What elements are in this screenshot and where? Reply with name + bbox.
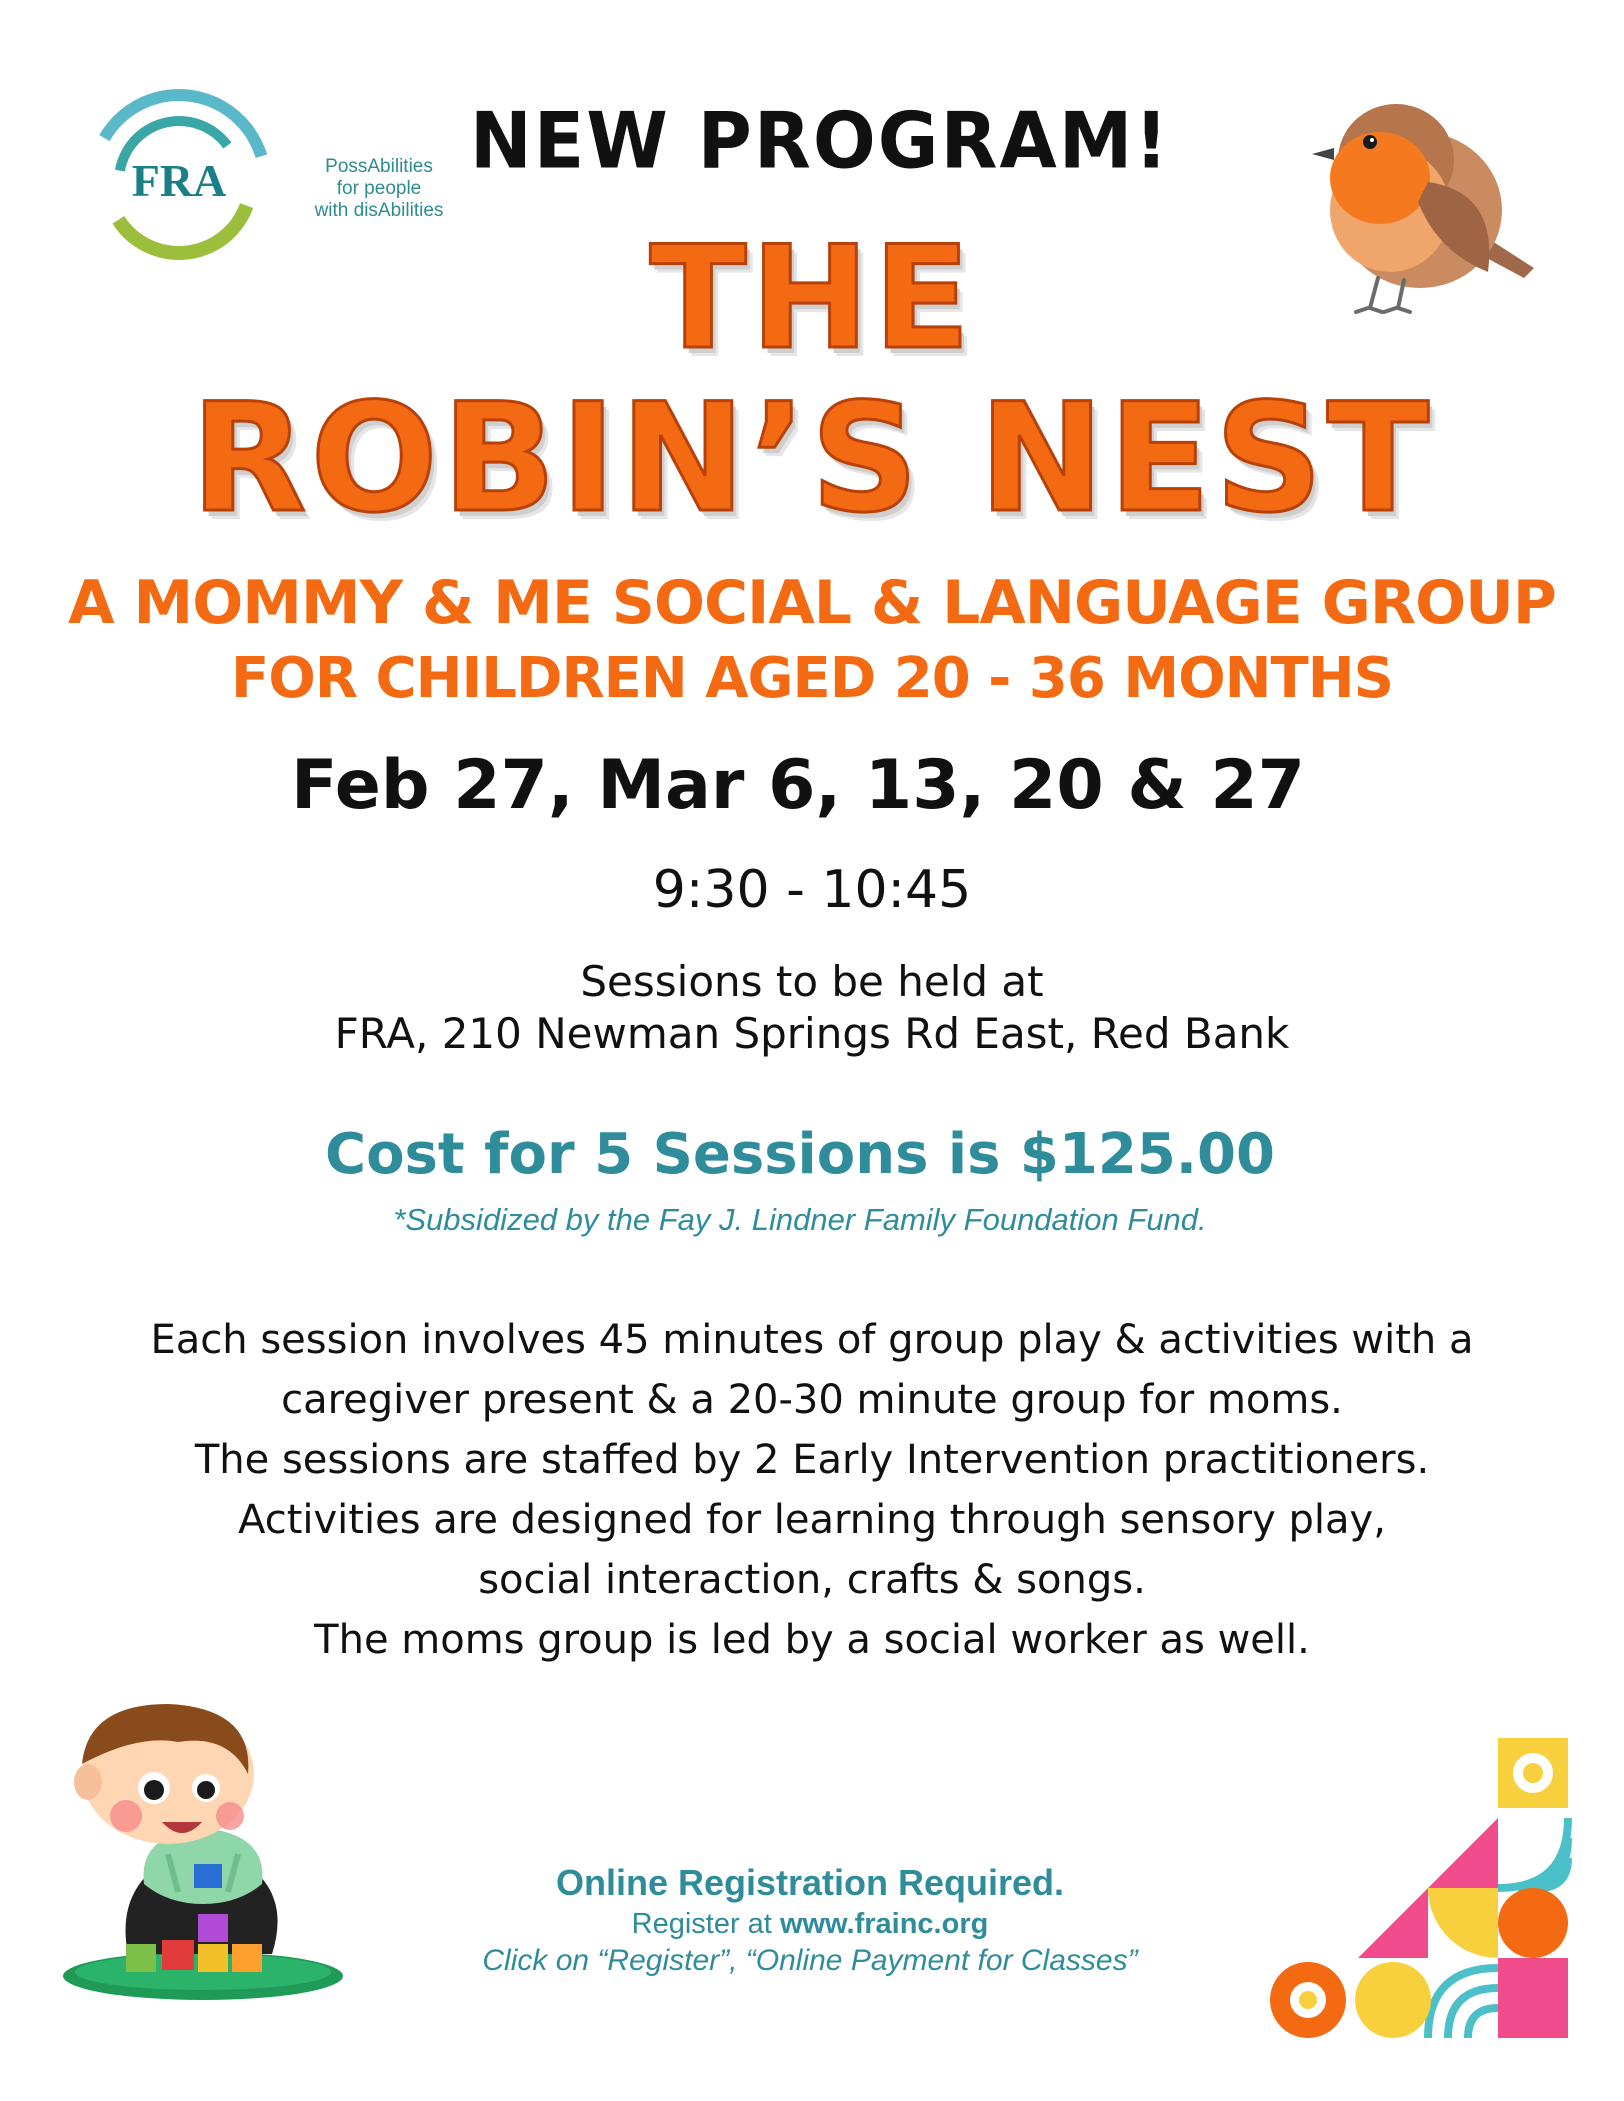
boy-with-blocks-icon bbox=[58, 1704, 348, 2004]
description-line: social interaction, crafts & songs. bbox=[478, 1557, 1146, 1603]
description-line: Each session involves 45 minutes of group play & activities with a bbox=[150, 1317, 1474, 1363]
logo-tagline bbox=[274, 156, 484, 222]
geometric-shapes-icon bbox=[1268, 1738, 1578, 2038]
subtitle-line-1: A MOMMY & ME SOCIAL & LANGUAGE GROUP bbox=[68, 568, 1556, 638]
title-line-2: ROBIN’S NEST bbox=[190, 372, 1434, 546]
subsidy-note: *Subsidized by the Fay J. Lindner Family Foundation Fund. bbox=[393, 1202, 1207, 1237]
venue bbox=[0, 956, 1624, 1060]
logo-tagline-1: PossAbilities bbox=[325, 156, 433, 177]
session-time: 9:30 - 10:45 bbox=[652, 860, 972, 920]
registration-url[interactable]: www.frainc.org bbox=[779, 1908, 989, 1940]
title-line-1: THE bbox=[649, 216, 975, 381]
registration-required: Online Registration Required. bbox=[555, 1862, 1065, 1903]
new-program-heading: NEW PROGRAM! bbox=[469, 95, 1171, 187]
register-at-label: Register at bbox=[631, 1908, 772, 1940]
subtitle-line-2: FOR CHILDREN AGED 20 - 36 MONTHS bbox=[231, 646, 1393, 711]
logo-tagline-3: with disAbilities bbox=[314, 200, 444, 221]
description-line: The moms group is led by a social worker as well. bbox=[314, 1617, 1310, 1663]
logo-initials: FRA bbox=[131, 155, 227, 206]
logo-tagline-2: for people bbox=[336, 178, 422, 199]
program-description bbox=[60, 1310, 1564, 1670]
description-line: caregiver present & a 20-30 minute group for moms. bbox=[281, 1377, 1343, 1423]
venue-line-2: FRA, 210 Newman Springs Rd East, Red Bank bbox=[334, 1009, 1290, 1058]
cost-text: Cost for 5 Sessions is $125.00 bbox=[324, 1122, 1275, 1187]
registration-instructions: Click on “Register”, “Online Payment for Classes” bbox=[482, 1944, 1138, 1977]
description-line: Activities are designed for learning through sensory play, bbox=[238, 1497, 1386, 1543]
session-dates: Feb 27, Mar 6, 13, 20 & 27 bbox=[291, 746, 1305, 825]
venue-line-1: Sessions to be held at bbox=[580, 957, 1044, 1006]
register-at bbox=[420, 1908, 1200, 1941]
description-line: The sessions are staffed by 2 Early Intervention practitioners. bbox=[194, 1437, 1430, 1483]
